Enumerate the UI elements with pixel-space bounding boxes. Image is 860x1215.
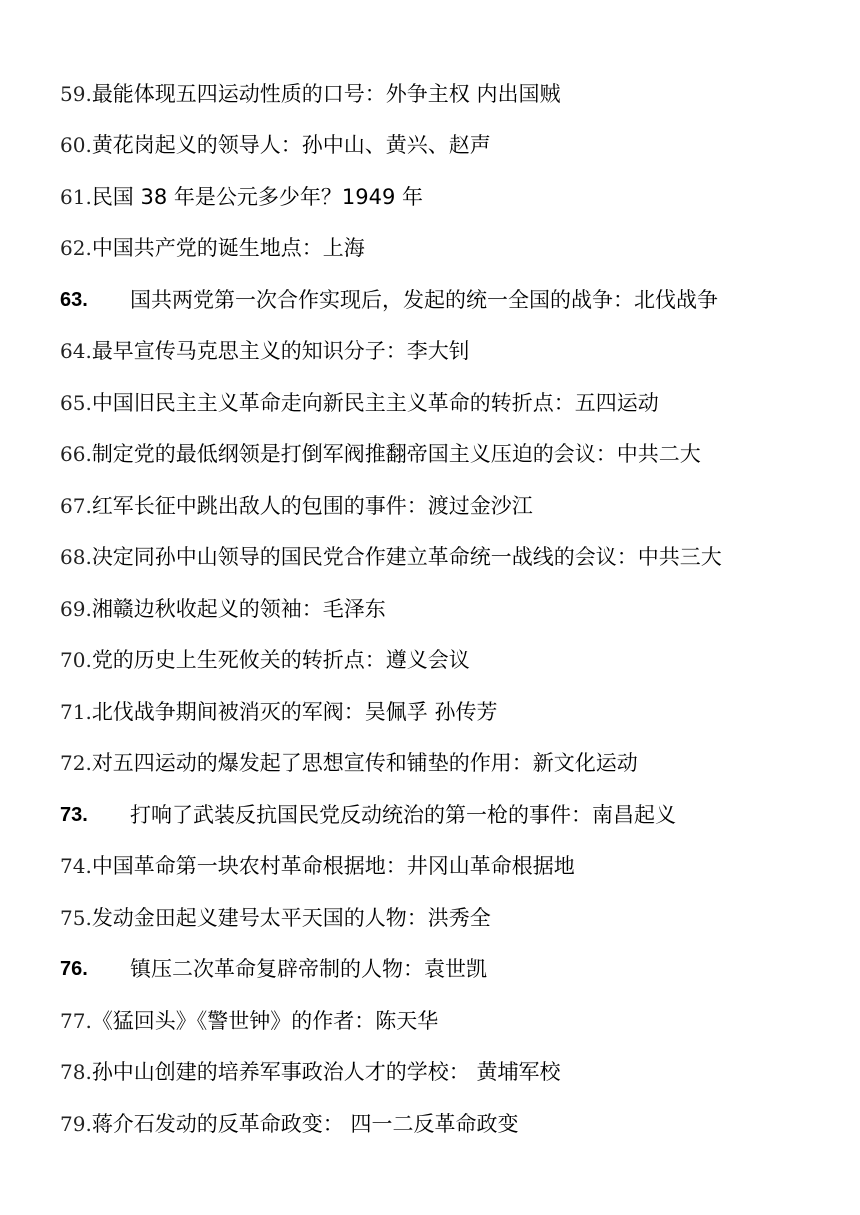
list-item [60, 738, 840, 790]
item-number: 78. [60, 1060, 92, 1085]
item-number: 60. [60, 133, 92, 158]
item-number: 77. [60, 1008, 92, 1033]
item-text: 民国 38 年是公元多少年？1949 年 [91, 184, 424, 209]
item-text: 中国共产党的诞生地点：上海 [91, 236, 365, 261]
item-text: 北伐战争期间被消灭的军阀：吴佩孚 孙传芳 [91, 699, 498, 724]
item-text: 制定党的最低纲领是打倒军阀推翻帝国主义压迫的会议：中共二大 [91, 442, 701, 467]
item-text: 湘赣边秋收起义的领袖：毛泽东 [91, 596, 386, 621]
item-text: 发动金田起义建号太平天国的人物：洪秀全 [91, 905, 491, 930]
item-number: 74. [60, 854, 92, 879]
item-text: 党的历史上生死攸关的转折点：遵义会议 [91, 648, 470, 673]
list-item [60, 274, 840, 326]
list-item [60, 223, 840, 275]
item-text: 黄花岗起义的领导人：孙中山、黄兴、赵声 [91, 133, 491, 158]
item-number: 73. [60, 803, 88, 826]
list-item [60, 326, 840, 378]
list-item [60, 171, 840, 223]
item-number: 70. [60, 648, 92, 673]
item-number: 67. [60, 493, 92, 518]
list-item [60, 120, 840, 172]
item-number: 62. [60, 236, 92, 261]
item-text: 镇压二次革命复辟帝制的人物：袁世凯 [130, 957, 487, 982]
item-text: 最能体现五四运动性质的口号：外争主权 内出国贼 [91, 81, 561, 106]
item-text: 国共两党第一次合作实现后，发起的统一全国的战争：北伐战争 [130, 287, 718, 312]
item-number: 72. [60, 751, 92, 776]
list-item [60, 686, 840, 738]
item-number: 79. [60, 1111, 92, 1136]
item-text: 《猛回头》《警世钟》的作者：陈天华 [91, 1008, 439, 1033]
item-text: 最早宣传马克思主义的知识分子：李大钊 [91, 339, 470, 364]
item-number: 68. [60, 545, 92, 570]
list-item [60, 377, 840, 429]
list-item [60, 789, 840, 841]
item-number: 76. [60, 958, 88, 981]
list-item [60, 841, 840, 893]
item-text: 中国旧民主主义革命走向新民主主义革命的转折点：五四运动 [91, 390, 659, 415]
list-item [60, 532, 840, 584]
list-item [60, 1098, 840, 1150]
list-item [60, 429, 840, 481]
item-number: 71. [60, 699, 92, 724]
list-item [60, 635, 840, 687]
item-text: 中国革命第一块农村革命根据地：井冈山革命根据地 [91, 854, 575, 879]
item-text: 打响了武装反抗国民党反动统治的第一枪的事件：南昌起义 [130, 802, 676, 827]
item-text: 孙中山创建的培养军事政治人才的学校： 黄埔军校 [91, 1060, 561, 1085]
list-item [60, 944, 840, 996]
list-item [60, 68, 840, 120]
list-item [60, 995, 840, 1047]
item-text: 对五四运动的爆发起了思想宣传和铺垫的作用：新文化运动 [91, 751, 638, 776]
item-number: 66. [60, 442, 92, 467]
item-number: 64. [60, 339, 92, 364]
list-item [60, 1047, 840, 1099]
qa-list [60, 68, 840, 1150]
list-item [60, 583, 840, 635]
item-number: 63. [60, 288, 88, 311]
item-number: 59. [60, 81, 92, 106]
item-text: 红军长征中跳出敌人的包围的事件：渡过金沙江 [91, 493, 533, 518]
item-number: 65. [60, 390, 92, 415]
item-number: 69. [60, 596, 92, 621]
list-item [60, 892, 840, 944]
item-number: 61. [60, 184, 92, 209]
list-item [60, 480, 840, 532]
item-text: 决定同孙中山领导的国民党合作建立革命统一战线的会议：中共三大 [91, 545, 722, 570]
item-text: 蒋介石发动的反革命政变： 四一二反革命政变 [91, 1111, 519, 1136]
item-number: 75. [60, 905, 92, 930]
